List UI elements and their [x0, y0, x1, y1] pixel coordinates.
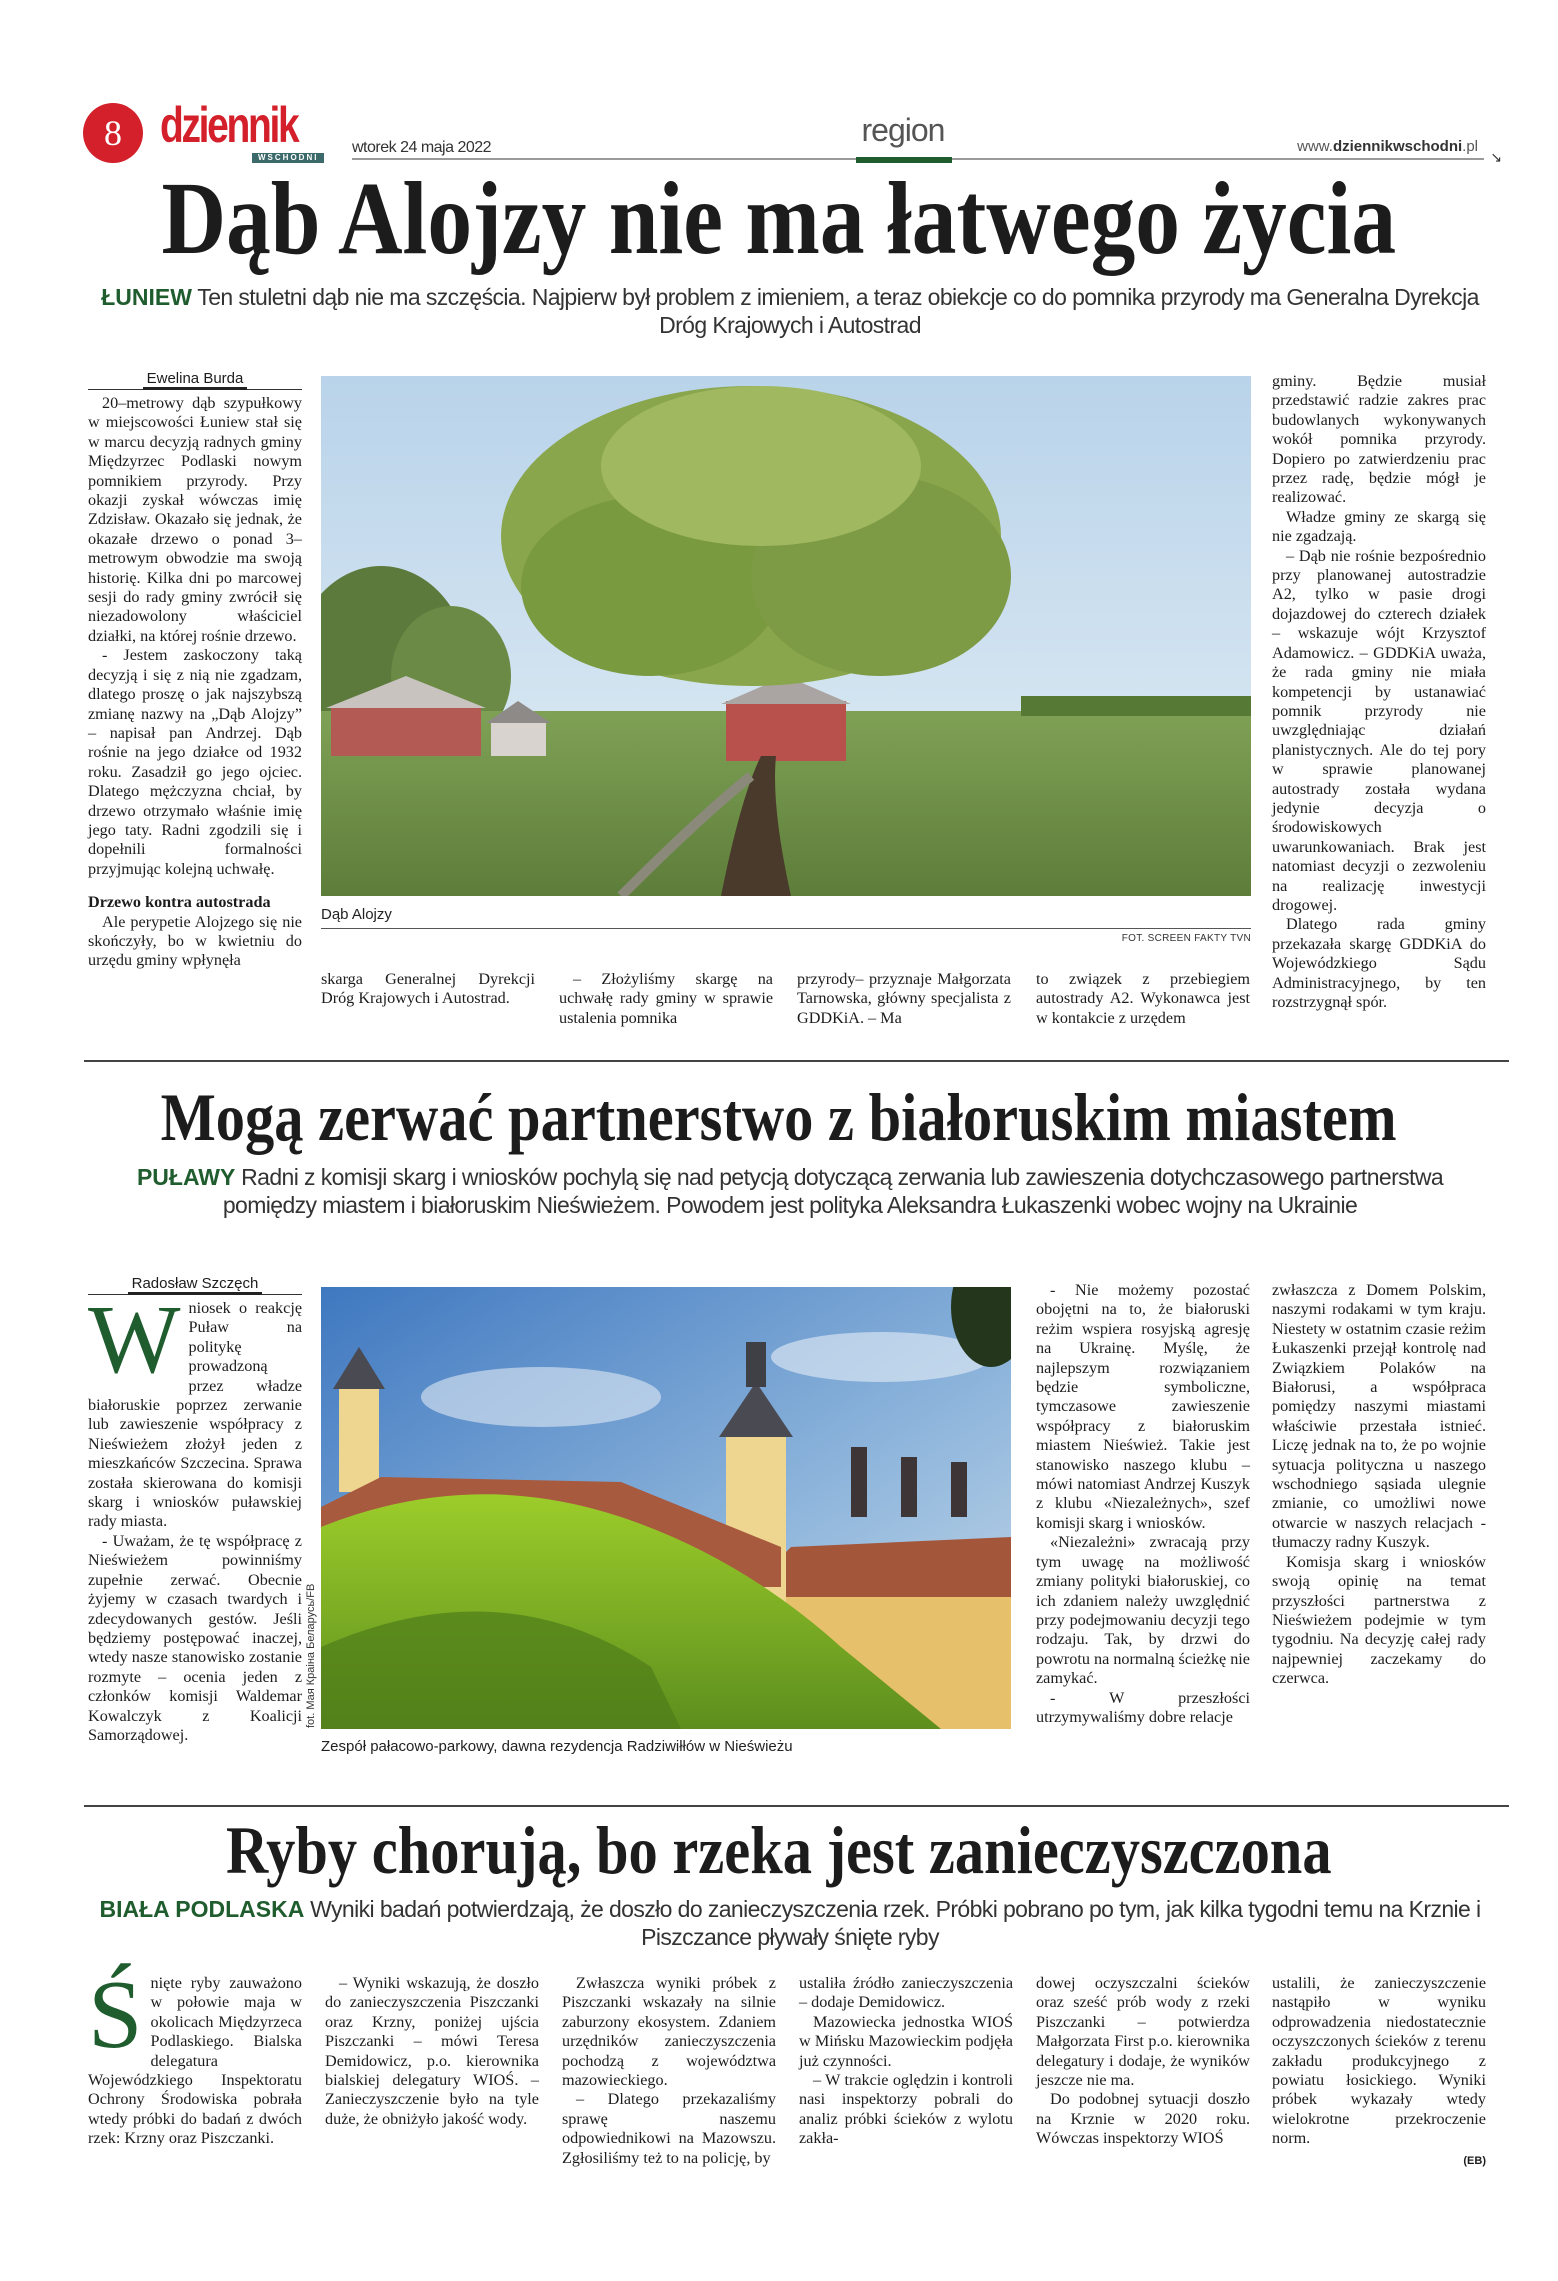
paragraph: Ale perypetie Alojzego się nie skończyły, bo w kwietniu do urzędu gminy wpłynęła	[88, 912, 302, 970]
paragraph: – Dlatego przekazaliśmy sprawę naszemu odpowiednikowi na Mazowszu. Zgłosiliśmy też to na policję, by	[562, 2090, 776, 2167]
url-suffix: .pl	[1462, 138, 1478, 155]
oak-tree-photo	[321, 376, 1251, 896]
paragraph: przyrody– przyznaje Małgorzata Tarnowska, główny specjalista z GDDKiA. – Ma	[797, 970, 1011, 1027]
article3-headline: Ryby chorują, bo rzeka jest zanieczyszczona	[226, 1812, 1332, 1888]
article3-signature: (EB)	[1463, 2154, 1486, 2167]
paragraph: 20–metrowy dąb szypułkowy w miejscowości Łuniew stał się w marcu decyzją radnych gminy Międzyrzec Podlaski nowym pomnikiem przyrody. Przy okazji zyskał wówczas imię Zdzisław. Okazało się jednak, że okazałe drzewo o ponad 3–metrowym obwodzie ma swoją historię. Kilka dni po marcowej sesji do rady gminy zwrócił się niezadowolony właściciel działki, na której rośnie drzewo.	[88, 394, 302, 645]
article3-column-6	[1272, 1974, 1486, 2167]
paragraph: Dlatego rada gminy przekazała skargę GDDKiA do Wojewódzkiego Sądu Administracyjnego, by ten rozstrzygnął spór.	[1272, 915, 1486, 1011]
article1-headline: Dąb Alojzy nie ma łatwego życia	[161, 161, 1397, 276]
article1-photo-credit: FOT. SCREEN FAKTY TVN	[1121, 933, 1251, 944]
article2-column-3	[1036, 1281, 1250, 1727]
paragraph: - Uważam, że tę współpracę z Nieświeżem powinniśmy zupełnie zerwać. Obecnie żyjemy w czasach twardych i zdecydowanych gestów. Jeśli będziemy postępować inaczej, wtedy nasze stanowisko zostanie rozmyte – ocenia jeden z członków komisji Waldemar Kowalczyk z Koalicji Samorządowej.	[88, 1531, 302, 1744]
article1-location: ŁUNIEW	[101, 284, 192, 310]
url-prefix: www.	[1297, 138, 1333, 155]
article2-lead-text: Radni z komisji skarg i wniosków pochylą się nad petycją dotyczącą zerwania lub zawieszenia dotychczasowego partnerstwa pomiędzy miastem i białoruskim Nieświeżem. Powodem jest polityka Aleksandra Łukaszenki wobec wojny na Ukrainie	[222, 1164, 1444, 1218]
paragraph: Do podobnej sytuacji doszło na Krznie w 2020 roku. Wówczas inspektorzy WIOŚ	[1036, 2090, 1250, 2148]
paragraph: – Złożyliśmy skargę na uchwałę rady gminy w sprawie ustalenia pomnika	[559, 970, 773, 1027]
article1-subheading: Drzewo kontra autostrada	[88, 893, 271, 912]
article2-byline: Radosław Szczęch	[88, 1275, 302, 1295]
article1-lead	[90, 283, 1490, 339]
issue-date: wtorek 24 maja 2022	[352, 139, 492, 156]
paragraph: nięte ryby zauważono w połowie maja w okolicach Międzyrzeca Podlaskiego. Bialska delegatura Wojewódzkiego Inspektoratu Ochrony Środowiska pobrała wtedy próbki do badań z dwóch rzek: Krzny oraz Piszczanki.	[88, 1974, 302, 2148]
article3-column-3	[562, 1974, 776, 2168]
paragraph: niosek o reakcję Puław na politykę prowadzoną przez władze białoruskie poprzez zerwanie lub zawieszenie współpracy z Nieświeżem złożył jeden z mieszkańców Szczecina. Sprawa została skierowana do komisji skarg i wniosków puławskiej rady miasta.	[88, 1299, 302, 1531]
cursor-icon: ↘	[1490, 150, 1502, 166]
url-domain: dziennikwschodni	[1332, 138, 1463, 155]
paragraph: ustaliła źródło zanieczyszczenia – dodaje Demidowicz.	[799, 1974, 1013, 2012]
section-label: region	[861, 112, 945, 148]
paragraph: dowej oczyszczalni ścieków oraz sześć prób wody z rzeki Piszczanki – potwierdza Małgorzata First p.o. kierownika delegatury i dodaje, że wyników jeszcze nie ma.	[1036, 1974, 1250, 2090]
paragraph: – Dąb nie rośnie bezpośrednio przy planowanej autostradzie A2, tylko w pasie drogi dojazdowej do czterech działek – wskazuje wójt Krzysztof Adamowicz. – GDDKiA uważa, że rada gminy nie miała kompetencji by ustanawiać pomnik przyrody nie uwzględniając działań planistycznych. Ale do tej pory w sprawie planowanej autostrady została wydana jedynie decyzja o środowiskowych uwarunkowaniach. Brak jest natomiast decyzji o zezwoleniu na realizację inwestycji drogowej.	[1272, 546, 1486, 914]
paragraph: Komisja skarg i wniosków swoją opinię na temat przyszłości partnerstwa z Nieświeżem podejmie w tym tygodniu. Na decyzję całej rady najpewniej zaczekamy do czerwca.	[1272, 1552, 1486, 1688]
caption-rule	[321, 928, 1251, 929]
article2-column-1	[88, 1275, 302, 1745]
paragraph: ustalili, że zanieczyszczenie nastąpiło w wyniku odprowadzenia niedostatecznie oczyszczonych ścieków z terenu zakładu produkcyjnego z powiatu łosickiego. Wyniki próbek wykazały wtedy wielokrotne przekroczenie norm.	[1272, 1974, 1486, 2148]
article3-column-1	[88, 1961, 302, 2149]
paragraph: - Jestem zaskoczony taką decyzją i się z nią nie zgadzam, dlatego proszę o jak najszybszą zmianę nazwy na „Dąb Alojzy” – napisał pan Andrzej. Dąb rośnie na jego działce od 1932 roku. Zasadził go jego ojciec. Dlatego mężczyzna chciał, by drzewo otrzymało właśnie imię jego taty. Radni zgodzili się i dopełnili formalności przyjmując kolejną uchwałę.	[88, 646, 302, 878]
article2-photo-credit: fot. Мая Краіна Беларусь/FB	[305, 1583, 317, 1728]
paragraph: to związek z przebiegiem autostrady A2. Wykonawca jest w kontakcie z urzędem	[1036, 970, 1250, 1027]
article-divider	[84, 1060, 1509, 1062]
article3-column-4	[799, 1974, 1013, 2149]
article2-headline: Mogą zerwać partnerstwo z białoruskim miastem	[161, 1079, 1397, 1155]
newspaper-logo-subtitle: WSCHODNI	[252, 153, 324, 163]
article3-lead-text: Wyniki badań potwierdzają, że doszło do zanieczyszczenia rzek. Próbki pobrano po tym, jak kilka tygodni temu na Krznie i Piszczance pływały śnięte ryby	[310, 1896, 1481, 1950]
article1-photo-caption: Dąb Alojzy	[321, 906, 392, 923]
article1-byline: Ewelina Burda	[88, 370, 302, 390]
website-url[interactable]	[1297, 138, 1478, 155]
paragraph: – W trakcie oględzin i kontroli nasi inspektorzy pobrali do analiz próbki ścieków z wylotu zakła-	[799, 2071, 1013, 2148]
article1-lead-text: Ten stuletni dąb nie ma szczęścia. Najpierw był problem z imieniem, a teraz obiekcje co do pomnika przyrody ma Generalna Dyrekcja Dróg Krajowych i Autostrad	[197, 284, 1479, 338]
paragraph: Zwłaszcza wyniki próbek z Piszczanki wskazały na silnie zaburzony ekosystem. Zdaniem urzędników zanieczyszczenia pochodzą z województwa mazowieckiego.	[562, 1974, 776, 2090]
newspaper-logo: dziennik	[160, 97, 298, 153]
article2-location: PUŁAWY	[136, 1164, 236, 1190]
article3-lead	[90, 1895, 1490, 1951]
article1-column-3	[559, 970, 773, 1028]
page-number-badge: 8	[83, 103, 143, 163]
article3-column-5	[1036, 1974, 1250, 2149]
nieswiez-castle-photo	[321, 1287, 1011, 1729]
paragraph: skarga Generalnej Dyrekcji Dróg Krajowych i Autostrad.	[321, 970, 535, 1008]
paragraph: zwłaszcza z Domem Polskim, naszymi rodakami w tym kraju. Niestety w ostatnim czasie reżim Łukaszenki przejął kontrolę nad Związkiem Polaków na Białorusi, a współpraca pomiędzy naszymi miastami właściwie przestała istnieć. Liczę jednak na to, że po wojnie sytuacja polityczna u naszego wschodniego sąsiada ulegnie zmianie, co umożliwi nowe otwarcie w naszych relacjach - tłumaczy radny Kuszyk.	[1272, 1281, 1486, 1552]
article1-column-5	[1036, 970, 1250, 1028]
article2-column-4	[1272, 1281, 1486, 1689]
paragraph: Władze gminy ze skargą się nie zgadzają.	[1272, 507, 1486, 546]
drop-cap: Ś	[88, 1961, 143, 2069]
paragraph: Mazowiecka jednostka WIOŚ w Mińsku Mazowieckim podjęła już czynności.	[799, 2012, 1013, 2070]
paragraph: – Wyniki wskazują, że doszło do zanieczyszczenia Piszczanki oraz Krzny, poniżej ujścia Piszczanki – mówi Teresa Demidowicz, p.o. kierownika bialskiej delegatury WIOŚ. – Zanieczyszczenie było na tyle duże, że obniżyło jakość wody.	[325, 1974, 539, 2128]
article1-column-right	[1272, 372, 1486, 1012]
article2-lead	[90, 1163, 1490, 1219]
article3-column-2	[325, 1974, 539, 2129]
article1-column-2	[321, 970, 535, 1009]
article1-column-1	[88, 370, 302, 971]
article-divider	[84, 1805, 1509, 1807]
paragraph: gminy. Będzie musiał przedstawić radzie zakres prac budowlanych wykonywanych wokół pomnika przyrody. Dopiero po zatwierdzeniu prac przez radę, będzie mógł je realizować.	[1272, 372, 1486, 507]
paragraph: - W przeszłości utrzymywaliśmy dobre relacje	[1036, 1688, 1250, 1726]
article1-column-4	[797, 970, 1011, 1028]
paragraph: «Niezależni» zwracają przy tym uwagę na możliwość zmiany polityki białoruskiej, co ich zdaniem należy uwzględnić przy podejmowaniu decyzji tego rodzaju. Tak, by drzwi do powrotu na normalną ścieżkę nie zamykać.	[1036, 1533, 1250, 1688]
paragraph: - Nie możemy pozostać obojętni na to, że białoruski reżim wspiera rosyjską agresję na Ukrainę. Myślę, że najlepszym rozwiązaniem będzie symboliczne, tymczasowe zawieszenie współpracy z białoruskim miastem Nieśwież. Takie jest stanowisko naszego klubu – mówi natomiast Andrzej Kuszyk z klubu «Niezależnych», szef komisji skarg i wniosków.	[1036, 1281, 1250, 1532]
article2-photo-caption: Zespół pałacowo-parkowy, dawna rezydencja Radziwiłłów w Nieświeżu	[321, 1738, 793, 1755]
article3-location: BIAŁA PODLASKA	[99, 1896, 305, 1922]
drop-cap: W	[88, 1286, 181, 1394]
